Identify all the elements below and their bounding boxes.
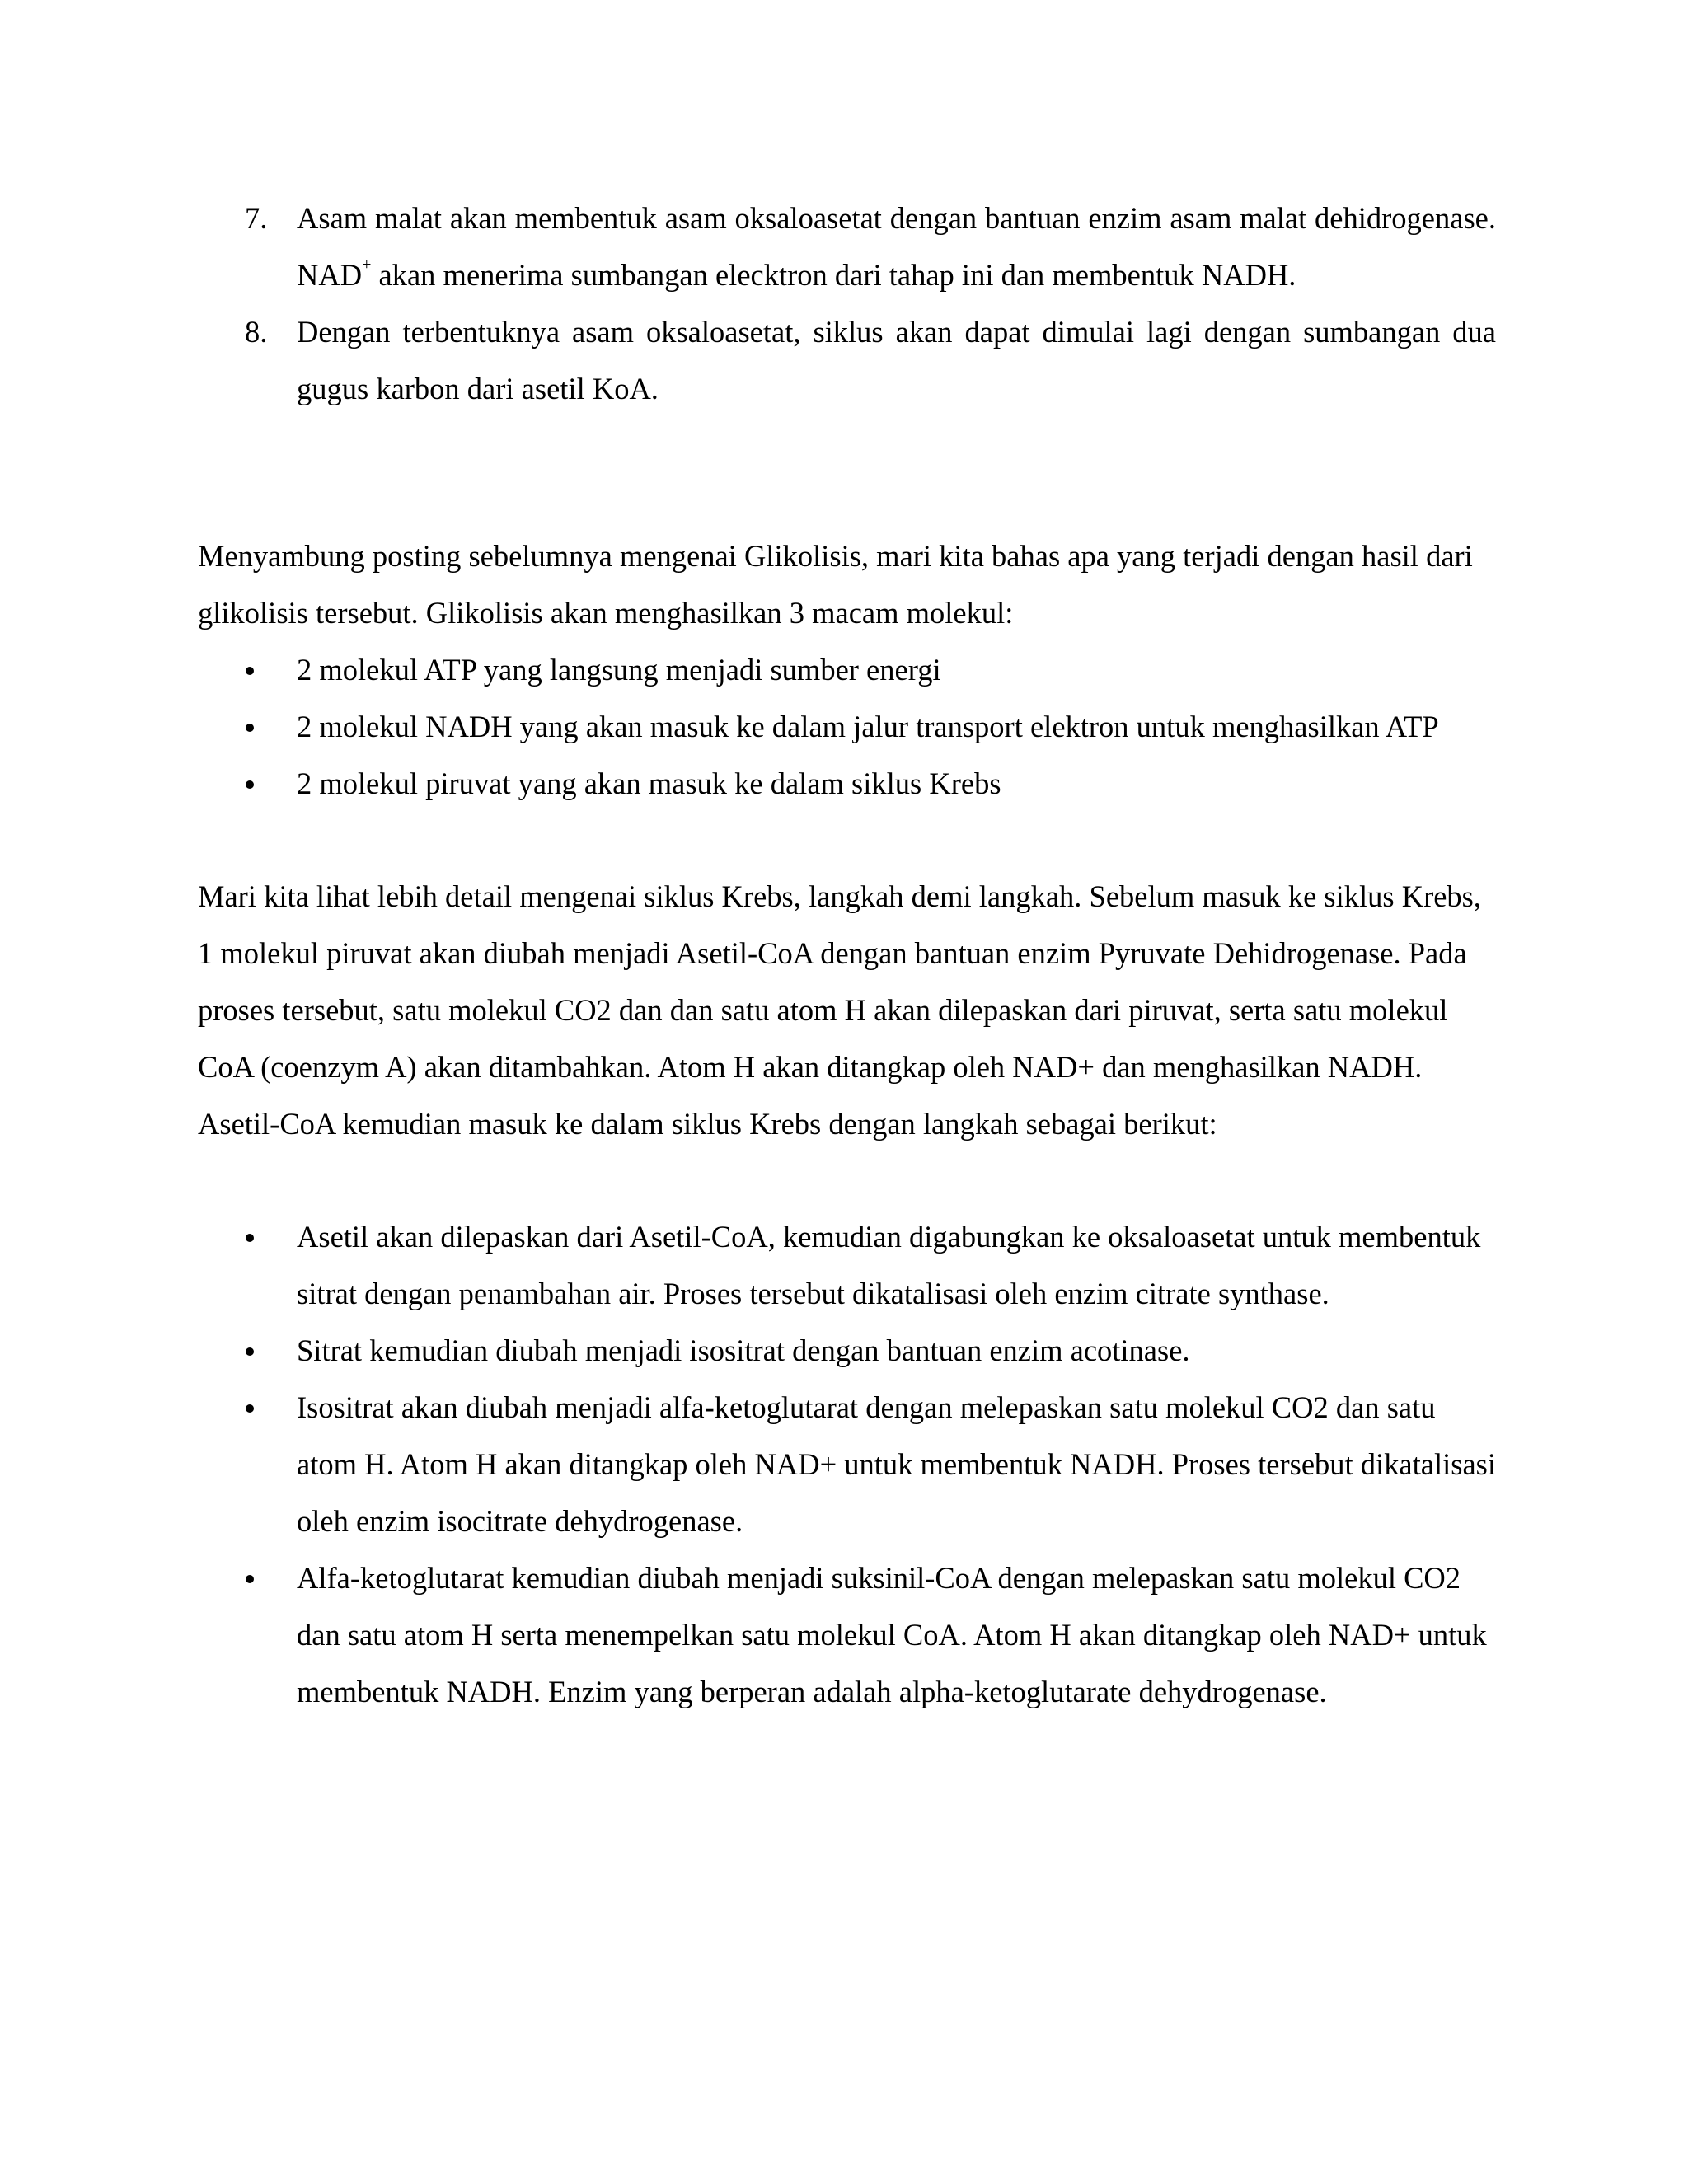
list-item-text: Sitrat kemudian diubah menjadi isositrat dengan bantuan enzim acotinase. (297, 1333, 1190, 1367)
numbered-item-8 (198, 303, 1496, 417)
list-item (198, 1208, 1496, 1322)
list-item-text: 2 molekul ATP yang langsung menjadi sumber energi (297, 653, 941, 687)
item-text-continued: akan menerima sumbangan elecktron dari tahap ini dan membentuk NADH. (371, 258, 1296, 292)
item-text: Asam malat akan membentuk asam oksaloasetat dengan bantuan enzim asam malat dehidrogenase. NAD (297, 201, 1496, 292)
krebs-paragraph: Mari kita lihat lebih detail mengenai siklus Krebs, langkah demi langkah. Sebelum masuk ke siklus Krebs, 1 molekul piruvat akan diubah menjadi Asetil-CoA dengan bantuan enzim Pyruvate Dehidrogenase. Pada proses tersebut, satu molekul CO2 dan dan satu atom H akan dilepaskan dari piruvat, serta satu molekul CoA (coenzym A) akan ditambahkan. Atom H akan ditangkap oleh NAD+ dan menghasilkan NADH. Asetil-CoA kemudian masuk ke dalam siklus Krebs dengan langkah sebagai berikut: (198, 879, 1482, 1141)
list-item (198, 698, 1496, 755)
bullet-icon (246, 667, 254, 675)
bullet-icon (246, 1234, 254, 1242)
glycolysis-products-list (198, 641, 1496, 812)
list-item (198, 755, 1496, 812)
list-item (198, 1322, 1496, 1379)
bullet-icon (246, 724, 254, 732)
bullet-icon (246, 780, 254, 789)
numbered-list (198, 190, 1496, 417)
item-text: Dengan terbentuknya asam oksaloasetat, siklus akan dapat dimulai lagi dengan sumbangan dua gugus karbon dari asetil KoA. (297, 315, 1496, 405)
bullet-icon (246, 1575, 254, 1583)
intro-paragraph: Menyambung posting sebelumnya mengenai Glikolisis, mari kita bahas apa yang terjadi dengan hasil dari glikolisis tersebut. Glikolisis akan menghasilkan 3 macam molekul: (198, 539, 1473, 630)
list-number: 8. (245, 315, 268, 349)
bullet-icon (246, 1347, 254, 1356)
list-item (198, 1379, 1496, 1549)
numbered-item-7 (198, 190, 1496, 303)
list-item-text: Alfa-ketoglutarat kemudian diubah menjadi suksinil-CoA dengan melepaskan satu molekul CO2 dan satu atom H serta menempelkan satu molekul CoA. Atom H akan ditangkap oleh NAD+ untuk membentuk NADH. Enzim yang berperan adalah alpha-ketoglutarate dehydrogenase. (297, 1561, 1487, 1708)
list-item-text: Isositrat akan diubah menjadi alfa-ketoglutarat dengan melepaskan satu molekul CO2 dan satu atom H. Atom H akan ditangkap oleh NAD+ untuk membentuk NADH. Proses tersebut dikatalisasi oleh enzim isocitrate dehydrogenase. (297, 1390, 1497, 1538)
superscript-plus: + (362, 255, 372, 274)
list-item-text: 2 molekul NADH yang akan masuk ke dalam jalur transport elektron untuk menghasilkan ATP (297, 710, 1439, 743)
list-item (198, 641, 1496, 698)
list-number: 7. (245, 201, 268, 235)
list-item (198, 1549, 1496, 1720)
krebs-steps-list (198, 1208, 1496, 1720)
list-item-text: 2 molekul piruvat yang akan masuk ke dalam siklus Krebs (297, 766, 1001, 800)
list-item-text: Asetil akan dilepaskan dari Asetil-CoA, kemudian digabungkan ke oksaloasetat untuk membentuk sitrat dengan penambahan air. Proses tersebut dikatalisasi oleh enzim citrate synthase. (297, 1220, 1481, 1310)
bullet-icon (246, 1404, 254, 1413)
